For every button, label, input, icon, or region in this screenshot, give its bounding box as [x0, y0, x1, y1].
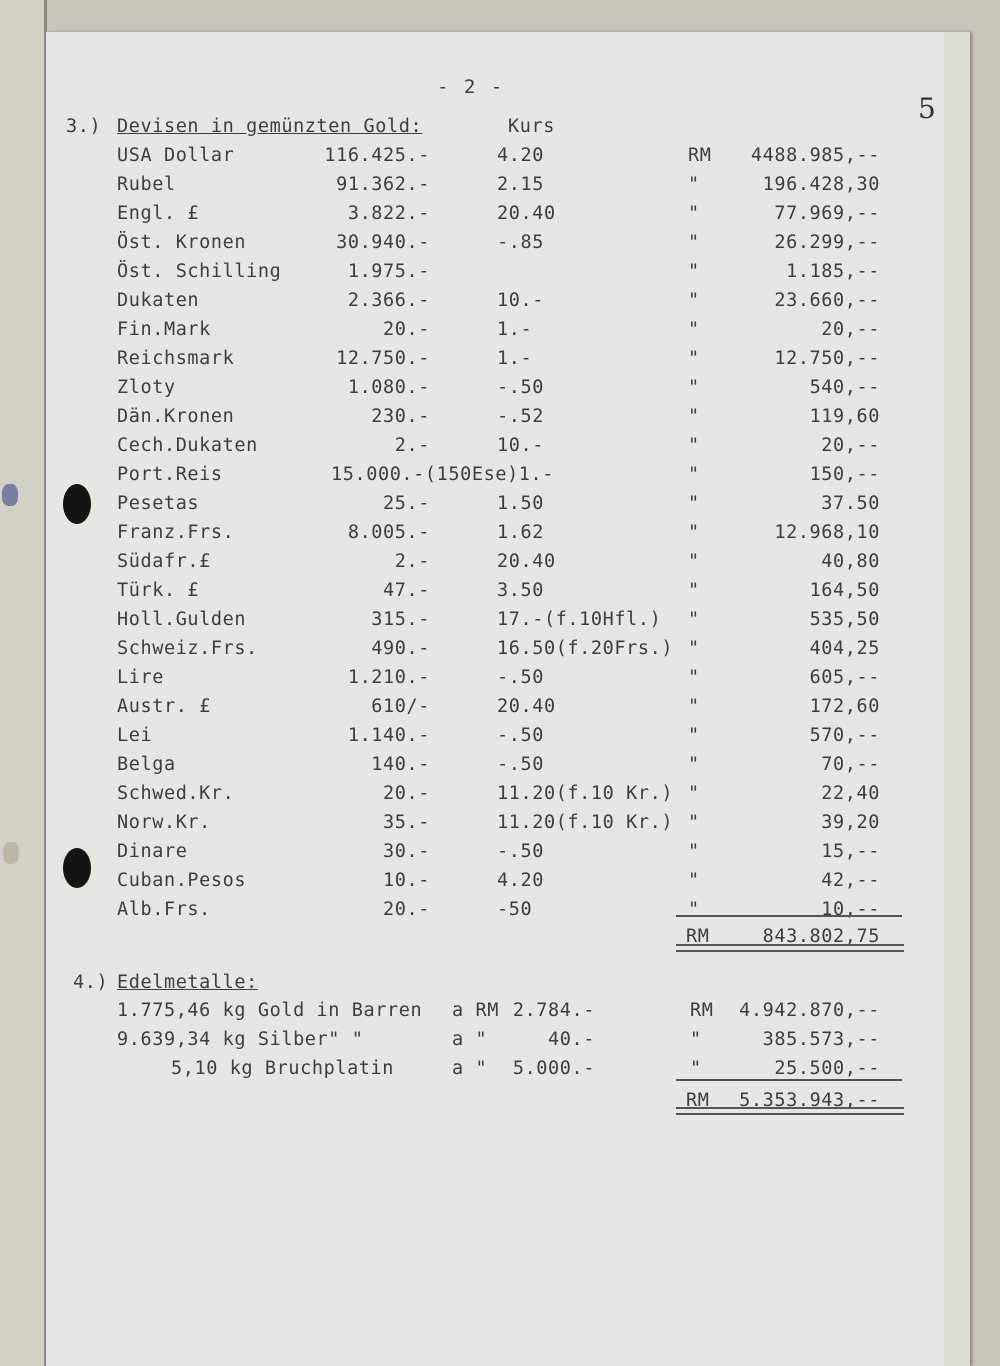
exchange-rate: 11.20(f.10 Kr.) [497, 812, 674, 833]
currency-name: Norw.Kr. [117, 812, 211, 833]
reichsmark-marker: " [688, 812, 700, 833]
page-edge-shadow [944, 32, 970, 1366]
total-double-rule [676, 944, 904, 952]
column-header-kurs: Kurs [508, 116, 555, 137]
currency-name: Schwed.Kr. [117, 783, 235, 804]
currency-amount: 315.- [371, 609, 430, 630]
exchange-rate: 11.20(f.10 Kr.) [497, 783, 674, 804]
reichsmark-marker: " [688, 783, 700, 804]
currency-amount: 10.- [383, 870, 430, 891]
currency-amount: 12.750.- [336, 348, 430, 369]
metal-price: 40.- [548, 1029, 595, 1050]
exchange-rate: 4.20 [497, 145, 544, 166]
currency-amount: 140.- [371, 754, 430, 775]
reichsmark-marker: " [688, 841, 700, 862]
reichsmark-marker: " [688, 261, 700, 282]
reichsmark-value: 20,-- [821, 319, 880, 340]
reichsmark-marker: " [688, 406, 700, 427]
reichsmark-marker: " [688, 754, 700, 775]
reichsmark-marker: " [688, 377, 700, 398]
metal-price: 2.784.- [512, 1000, 595, 1021]
reichsmark-marker: " [688, 203, 700, 224]
currency-name: Engl. £ [117, 203, 200, 224]
currency-name: Türk. £ [117, 580, 200, 601]
currency-amount: 1.140.- [347, 725, 430, 746]
reichsmark-value: 172,60 [809, 696, 880, 717]
currency-amount: 1.080.- [347, 377, 430, 398]
reichsmark-marker: " [688, 609, 700, 630]
reichsmark-marker: " [688, 348, 700, 369]
currency-amount: 47.- [383, 580, 430, 601]
currency-name: Öst. Schilling [117, 261, 282, 282]
exchange-rate: -50 [497, 899, 533, 920]
reichsmark-marker: " [688, 435, 700, 456]
reichsmark-value: 22,40 [821, 783, 880, 804]
reichsmark-value: 1.185,-- [786, 261, 880, 282]
currency-amount: 91.362.- [336, 174, 430, 195]
exchange-rate: -.50 [497, 377, 544, 398]
reichsmark-value: 77.969,-- [774, 203, 880, 224]
section4-total-mark: RM [686, 1090, 710, 1111]
exchange-rate: 20.40 [497, 551, 556, 572]
reichsmark-value: 119,60 [809, 406, 880, 427]
currency-amount: 116.425.- [324, 145, 430, 166]
folio-number: 5 [918, 92, 936, 125]
exchange-rate: 20.40 [497, 203, 556, 224]
currency-name: Rubel [117, 174, 176, 195]
section4-total-value: 5.353.943,-- [739, 1090, 880, 1111]
reichsmark-marker: " [688, 290, 700, 311]
currency-name: Fin.Mark [117, 319, 211, 340]
currency-amount: 2.366.- [347, 290, 430, 311]
reichsmark-marker: " [688, 696, 700, 717]
reichsmark-value: 4488.985,-- [750, 145, 880, 166]
metal-marker: " [690, 1058, 702, 1079]
currency-amount: 1.975.- [347, 261, 430, 282]
currency-name: Schweiz.Frs. [117, 638, 258, 659]
exchange-rate: 17.-(f.10Hfl.) [497, 609, 662, 630]
exchange-rate: 3.50 [497, 580, 544, 601]
exchange-rate: 10.- [497, 435, 544, 456]
currency-amount: 15.000.-(150Ese)1.- [331, 464, 555, 485]
currency-amount: 30.- [383, 841, 430, 862]
reichsmark-marker: " [688, 522, 700, 543]
currency-amount: 20.- [383, 319, 430, 340]
metal-unit: a RM [452, 1000, 499, 1021]
metal-price: 5.000.- [512, 1058, 595, 1079]
reichsmark-value: 12.968,10 [774, 522, 880, 543]
section4-heading: Edelmetalle: [117, 972, 258, 993]
currency-name: Austr. £ [117, 696, 211, 717]
section3-number: 3.) [66, 116, 102, 137]
reichsmark-marker: " [688, 493, 700, 514]
currency-name: Dän.Kronen [117, 406, 235, 427]
currency-amount: 2.- [394, 551, 430, 572]
currency-amount: 20.- [383, 899, 430, 920]
metal-value: 4.942.870,-- [739, 1000, 880, 1021]
reichsmark-value: 23.660,-- [774, 290, 880, 311]
metal-unit: a " [452, 1029, 488, 1050]
section4-number: 4.) [73, 972, 109, 993]
currency-amount: 1.210.- [347, 667, 430, 688]
ink-mark-blue [2, 484, 18, 506]
reichsmark-value: 605,-- [809, 667, 880, 688]
ink-mark-faint [3, 842, 19, 864]
currency-name: Reichsmark [117, 348, 235, 369]
reichsmark-marker: " [688, 899, 700, 920]
currency-name: Port.Reis [117, 464, 223, 485]
reichsmark-marker: " [688, 174, 700, 195]
currency-amount: 35.- [383, 812, 430, 833]
currency-name: Cech.Dukaten [117, 435, 258, 456]
currency-name: Öst. Kronen [117, 232, 247, 253]
currency-name: Alb.Frs. [117, 899, 211, 920]
reichsmark-value: 540,-- [809, 377, 880, 398]
currency-name: Lei [117, 725, 153, 746]
currency-name: Holl.Gulden [117, 609, 247, 630]
reichsmark-value: 39,20 [821, 812, 880, 833]
reichsmark-marker: " [688, 551, 700, 572]
currency-name: Cuban.Pesos [117, 870, 247, 891]
metal-description: 1.775,46 kg Gold in Barren [117, 1000, 423, 1021]
currency-name: Dinare [117, 841, 188, 862]
currency-amount: 20.- [383, 783, 430, 804]
reichsmark-value: 70,-- [821, 754, 880, 775]
currency-amount: 25.- [383, 493, 430, 514]
reichsmark-value: 42,-- [821, 870, 880, 891]
exchange-rate: 1.- [497, 348, 533, 369]
punch-hole-bottom [63, 848, 91, 888]
reichsmark-marker: " [688, 870, 700, 891]
metals-total-double-rule [676, 1107, 904, 1115]
currency-name: Zloty [117, 377, 176, 398]
currency-name: Belga [117, 754, 176, 775]
reichsmark-value: 570,-- [809, 725, 880, 746]
exchange-rate: 1.62 [497, 522, 544, 543]
currency-amount: 610/- [371, 696, 430, 717]
reichsmark-value: 150,-- [809, 464, 880, 485]
currency-name: Dukaten [117, 290, 200, 311]
reichsmark-marker: RM [688, 145, 712, 166]
metal-value: 25.500,-- [774, 1058, 880, 1079]
reichsmark-marker: " [688, 638, 700, 659]
exchange-rate: 2.15 [497, 174, 544, 195]
reichsmark-value: 26.299,-- [774, 232, 880, 253]
reichsmark-marker: " [688, 319, 700, 340]
reichsmark-value: 15,-- [821, 841, 880, 862]
currency-amount: 2.- [394, 435, 430, 456]
exchange-rate: -.50 [497, 754, 544, 775]
binder-edge [0, 0, 47, 1366]
metal-value: 385.573,-- [762, 1029, 880, 1050]
metal-marker: RM [690, 1000, 714, 1021]
reichsmark-marker: " [688, 464, 700, 485]
currency-amount: 230.- [371, 406, 430, 427]
punch-hole-top [63, 484, 91, 524]
reichsmark-value: 10,-- [821, 899, 880, 920]
reichsmark-value: 12.750,-- [774, 348, 880, 369]
subtotal-rule [676, 915, 902, 917]
reichsmark-marker: " [688, 667, 700, 688]
metal-unit: a " [452, 1058, 488, 1079]
exchange-rate: 1.50 [497, 493, 544, 514]
exchange-rate: 20.40 [497, 696, 556, 717]
exchange-rate: 10.- [497, 290, 544, 311]
currency-amount: 30.940.- [336, 232, 430, 253]
reichsmark-value: 535,50 [809, 609, 880, 630]
reichsmark-value: 20,-- [821, 435, 880, 456]
reichsmark-value: 37.50 [821, 493, 880, 514]
currency-name: Franz.Frs. [117, 522, 235, 543]
currency-name: Südafr.£ [117, 551, 211, 572]
reichsmark-value: 164,50 [809, 580, 880, 601]
currency-name: Pesetas [117, 493, 200, 514]
exchange-rate: 16.50(f.20Frs.) [497, 638, 674, 659]
currency-amount: 490.- [371, 638, 430, 659]
currency-name: USA Dollar [117, 145, 235, 166]
reichsmark-marker: " [688, 725, 700, 746]
metal-description: 5,10 kg Bruchplatin [171, 1058, 395, 1079]
currency-amount: 3.822.- [347, 203, 430, 224]
currency-name: Lire [117, 667, 164, 688]
exchange-rate: -.52 [497, 406, 544, 427]
metal-marker: " [690, 1029, 702, 1050]
exchange-rate: 4.20 [497, 870, 544, 891]
reichsmark-marker: " [688, 232, 700, 253]
exchange-rate: -.50 [497, 725, 544, 746]
exchange-rate: -.50 [497, 667, 544, 688]
reichsmark-marker: " [688, 580, 700, 601]
reichsmark-value: 404,25 [809, 638, 880, 659]
reichsmark-value: 196.428,30 [762, 174, 880, 195]
exchange-rate: -.50 [497, 841, 544, 862]
metals-subtotal-rule [676, 1079, 902, 1081]
reichsmark-value: 40,80 [821, 551, 880, 572]
section3-heading: Devisen in gemünzten Gold: [117, 116, 423, 137]
currency-amount: 8.005.- [347, 522, 430, 543]
exchange-rate: -.85 [497, 232, 544, 253]
page-number-line: - 2 - [437, 76, 505, 98]
section3-total-value: 843.802,75 [762, 926, 880, 947]
metal-description: 9.639,34 kg Silber" " [117, 1029, 364, 1050]
exchange-rate: 1.- [497, 319, 533, 340]
section3-total-mark: RM [686, 926, 710, 947]
